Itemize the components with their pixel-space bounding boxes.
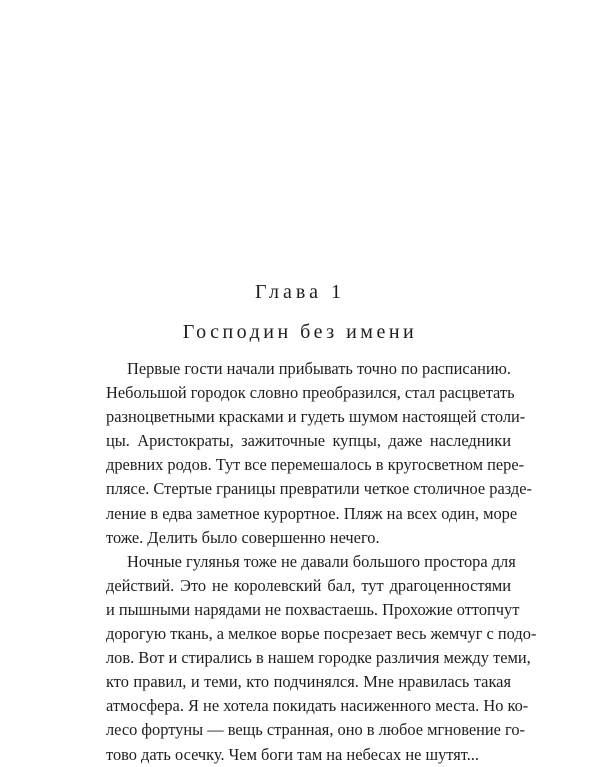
chapter-number: Глава 1	[255, 281, 345, 303]
text-line: атмосфера. Я не хотела покидать насиженного места. Но ко-	[106, 696, 529, 716]
text-line: Первые гости начали прибывать точно по расписанию.	[127, 359, 511, 378]
text-line: лесо фортуны — вещь странная, оно в любое мгновение го-	[106, 720, 526, 740]
text-line: кто правил, и теми, кто подчинялся. Мне нравилась такая	[106, 672, 511, 692]
text-line: разноцветными красками и гудеть шумом настоящей столи-	[106, 407, 526, 427]
text-line: лов. Вот и стирались в нашем городке различия между теми,	[106, 648, 531, 668]
chapter-title: Господин без имени	[182, 321, 418, 343]
text-line: тово дать осечку. Чем боги там на небесах не шутят...	[106, 744, 479, 764]
chapter-body	[106, 357, 537, 767]
paragraph-2	[106, 550, 537, 767]
text-line: плясе. Стертые границы превратили четкое столичное разде-	[106, 479, 532, 499]
text-line: цы. Аристократы, зажиточные купцы, даже наследники	[106, 431, 511, 451]
text-line: древних родов. Тут все перемешалось в кругосветном пере-	[106, 455, 525, 475]
text-line: действий. Это не королевский бал, тут драгоценностями	[106, 575, 511, 595]
text-line: Ночные гулянья тоже не давали большого простора для	[127, 551, 516, 571]
text-line: тоже. Делить было совершенно нечего.	[106, 527, 380, 547]
text-line: ление в едва заметное курортное. Пляж на всех один, море	[106, 503, 518, 523]
text-line: Небольшой городок словно преобразился, стал расцветать	[106, 383, 515, 403]
paragraph-1	[106, 357, 532, 550]
text-line: дорогую ткань, а мелкое ворье посрезает весь жемчуг с подо-	[106, 624, 537, 644]
text-line: и пышными нарядами не похвастаешь. Прохожие оттопчут	[106, 599, 520, 619]
